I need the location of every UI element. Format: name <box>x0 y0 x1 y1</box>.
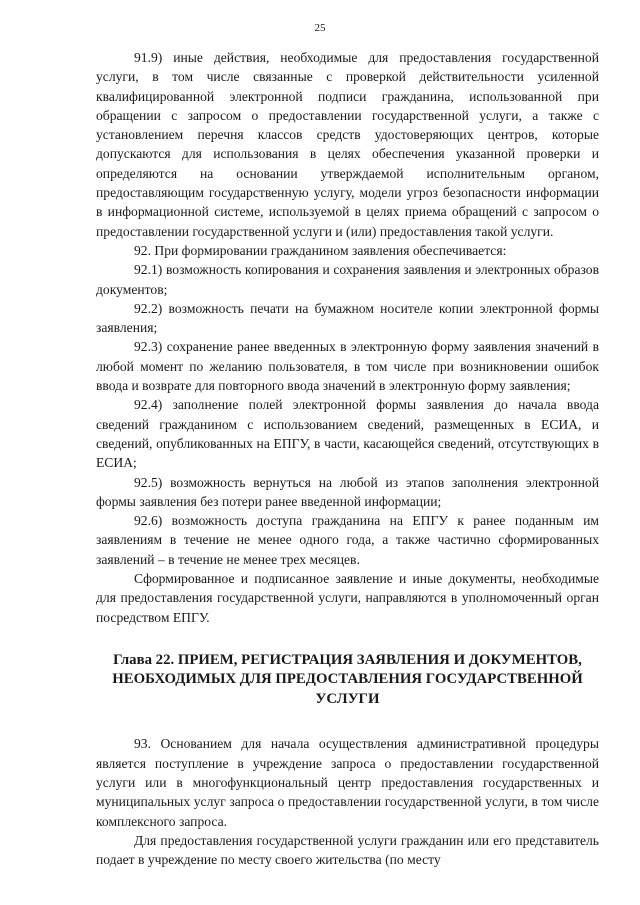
paragraph-92-2: 92.2) возможность печати на бумажном носителе копии электронной формы заявления; <box>96 300 599 336</box>
page-content <box>96 48 599 869</box>
paragraph-92: 92. При формировании гражданином заявления обеспечивается: <box>134 242 507 258</box>
paragraph-92-4: 92.4) заполнение полей электронной формы заявления до начала ввода сведений гражданином с использованием сведений, размещенных в ЕСИА, и сведений, опубликованных на ЕПГУ, в части, касающейся сведений, отсутствующих в ЕСИА; <box>96 397 599 471</box>
paragraph-applicant-submission: Для предоставления государственной услуги гражданин или его представитель подает в учреждение по месту своего жительства (по месту <box>96 832 599 868</box>
paragraph-93: 93. Основанием для начала осуществления административной процедуры является поступление в учреждение запроса о предоставлении государственной услуги или в многофункциональный центр предоставления государственных и муниципальных услуг запроса о предоставлении государственной услуги, в том числе комплексного запроса. <box>96 736 599 829</box>
paragraph-92-1: 92.1) возможность копирования и сохранения заявления и электронных образов документов; <box>96 262 599 297</box>
chapter-heading: Глава 22. ПРИЕМ, РЕГИСТРАЦИЯ ЗАЯВЛЕНИЯ И ДОКУМЕНТОВ, НЕОБХОДИМЫХ ДЛЯ ПРЕДОСТАВЛЕНИЯ ГОСУДАРСТВЕННОЙ УСЛУГИ <box>112 651 583 707</box>
paragraph-submitted-application: Сформированное и подписанное заявление и иные документы, необходимые для предоставления государственной услуги, направляются в уполномоченный орган посредством ЕПГУ. <box>96 571 599 625</box>
paragraph-92-6: 92.6) возможность доступа гражданина на ЕПГУ к ранее поданным им заявлениям в течение не менее одного года, а также частично сформированных заявлений – в течение не менее трех месяцев. <box>96 513 599 567</box>
paragraph-91-9: 91.9) иные действия, необходимые для предоставления государственной услуги, в том числе связанные с проверкой действительности усиленной квалифицированной электронной подписи гражданина, использованной при обращении с запросом о предоставлении государственной услуги, а также с установлением перечня классов средств удостоверяющих центров, которые допускаются для использования в целях обеспечения указанной проверки и определяются на основании утверждаемой исполнительным органом, предоставляющим государственную услугу, модели угроз безопасности информации в информационной системе, используемой в целях приема обращений с запросом о предоставлении государственной услуги и (или) предоставления такой услуги. <box>96 50 599 239</box>
paragraph-92-3: 92.3) сохранение ранее введенных в электронную форму заявления значений в любой момент по желанию пользователя, в том числе при возникновении ошибок ввода и возврате для повторного ввода значений в электронную форму заявления; <box>96 339 599 394</box>
page-number: 25 <box>314 22 326 34</box>
paragraph-92-5: 92.5) возможность вернуться на любой из этапов заполнения электронной формы заявления без потери ранее введенной информации; <box>96 474 599 509</box>
